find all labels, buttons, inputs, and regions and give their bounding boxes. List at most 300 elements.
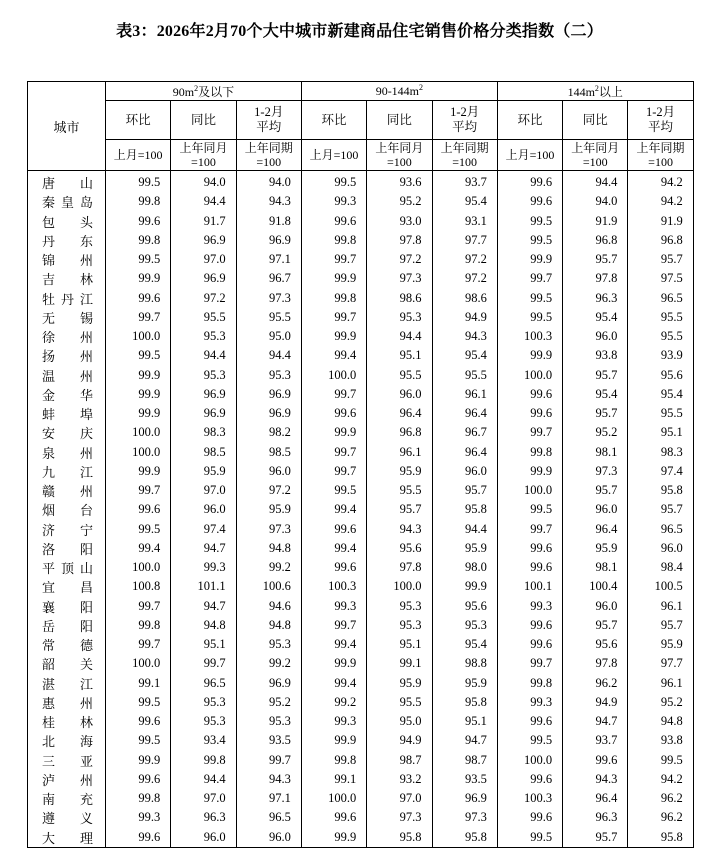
index-value: 95.6 [563, 635, 628, 654]
city-name: 北海 [28, 731, 106, 750]
index-value: 98.3 [628, 443, 693, 462]
header-group-row [28, 82, 694, 101]
table-row [28, 693, 694, 712]
index-value: 96.9 [236, 674, 301, 693]
index-value: 94.2 [628, 770, 693, 789]
index-value: 91.7 [171, 212, 236, 231]
index-value: 95.1 [367, 635, 432, 654]
index-value: 97.3 [236, 520, 301, 539]
index-value: 99.6 [497, 385, 562, 404]
index-value: 99.7 [301, 616, 366, 635]
index-value: 99.5 [497, 828, 562, 848]
index-value: 99.4 [301, 635, 366, 654]
index-value: 96.8 [563, 231, 628, 250]
index-value: 99.7 [497, 423, 562, 442]
index-value: 99.5 [497, 231, 562, 250]
index-value: 94.7 [171, 539, 236, 558]
index-value: 99.8 [301, 231, 366, 250]
index-value: 96.4 [563, 789, 628, 808]
index-value: 96.1 [432, 385, 497, 404]
index-value: 96.9 [171, 385, 236, 404]
index-value: 95.3 [432, 616, 497, 635]
index-value: 96.0 [563, 327, 628, 346]
index-value: 96.7 [432, 423, 497, 442]
index-value: 95.6 [628, 366, 693, 385]
index-value: 95.8 [432, 693, 497, 712]
index-value: 96.1 [628, 674, 693, 693]
index-value: 99.6 [301, 808, 366, 827]
index-value: 98.6 [432, 289, 497, 308]
index-value: 95.1 [628, 423, 693, 442]
index-value: 94.4 [563, 171, 628, 193]
index-value: 96.9 [171, 404, 236, 423]
table-row [28, 520, 694, 539]
index-value: 95.4 [563, 308, 628, 327]
index-value: 99.4 [106, 539, 171, 558]
index-value: 99.4 [301, 674, 366, 693]
city-name: 洛阳 [28, 539, 106, 558]
city-name: 襄阳 [28, 597, 106, 616]
index-value: 100.1 [497, 577, 562, 596]
index-value: 100.8 [106, 577, 171, 596]
index-value: 96.8 [628, 231, 693, 250]
index-value: 98.4 [628, 558, 693, 577]
index-value: 99.3 [301, 712, 366, 731]
index-value: 93.5 [432, 770, 497, 789]
group-header-text: 90-144m [375, 83, 420, 98]
city-name: 丹东 [28, 231, 106, 250]
index-value: 93.0 [367, 212, 432, 231]
index-value: 95.5 [236, 308, 301, 327]
index-value: 98.5 [171, 443, 236, 462]
index-value: 95.7 [563, 250, 628, 269]
base-header-cell: 上年同月 =100 [367, 140, 432, 171]
index-value: 99.1 [106, 674, 171, 693]
index-value: 96.4 [563, 520, 628, 539]
city-name: 大理 [28, 828, 106, 848]
index-value: 99.2 [236, 654, 301, 673]
index-value: 97.8 [563, 269, 628, 288]
index-value: 99.6 [563, 751, 628, 770]
group-header-sup: 2 [194, 83, 199, 93]
index-value: 99.3 [171, 558, 236, 577]
table-row [28, 828, 694, 848]
index-value: 95.9 [432, 674, 497, 693]
index-value: 98.2 [236, 423, 301, 442]
index-value: 96.5 [628, 520, 693, 539]
index-value: 97.7 [628, 654, 693, 673]
index-value: 95.1 [171, 635, 236, 654]
index-value: 95.8 [432, 500, 497, 519]
index-value: 96.4 [432, 443, 497, 462]
index-value: 99.6 [106, 770, 171, 789]
index-value: 93.8 [628, 731, 693, 750]
index-value: 97.8 [367, 558, 432, 577]
sub-header-cell: 环比 [106, 101, 171, 140]
city-name: 烟台 [28, 500, 106, 519]
index-value: 98.3 [171, 423, 236, 442]
index-value: 95.3 [236, 635, 301, 654]
index-value: 95.8 [367, 828, 432, 848]
index-value: 97.3 [563, 462, 628, 481]
index-value: 99.5 [301, 481, 366, 500]
index-value: 99.5 [106, 171, 171, 193]
index-value: 101.1 [171, 577, 236, 596]
index-value: 91.9 [628, 212, 693, 231]
index-value: 99.4 [301, 500, 366, 519]
index-value: 100.3 [301, 577, 366, 596]
sub-header-cell: 1-2月 平均 [628, 101, 693, 140]
index-value: 98.6 [367, 289, 432, 308]
index-value: 95.9 [628, 635, 693, 654]
index-value: 95.5 [367, 481, 432, 500]
index-value: 99.6 [106, 712, 171, 731]
index-value: 100.0 [367, 577, 432, 596]
index-value: 97.1 [236, 250, 301, 269]
index-value: 95.8 [628, 828, 693, 848]
index-value: 97.0 [171, 789, 236, 808]
index-value: 95.7 [563, 366, 628, 385]
index-value: 95.7 [563, 616, 628, 635]
sub-header-cell: 环比 [301, 101, 366, 140]
index-value: 99.5 [106, 346, 171, 365]
index-value: 95.7 [432, 481, 497, 500]
index-value: 95.2 [236, 693, 301, 712]
index-value: 94.8 [628, 712, 693, 731]
index-value: 99.9 [497, 462, 562, 481]
group-header-suffix: 以上 [598, 84, 623, 99]
index-value: 95.4 [563, 385, 628, 404]
table-row [28, 404, 694, 423]
index-value: 96.0 [171, 828, 236, 848]
index-value: 93.1 [432, 212, 497, 231]
table-row [28, 731, 694, 750]
index-value: 95.2 [563, 423, 628, 442]
index-value: 95.7 [628, 500, 693, 519]
city-column-header: 城市 [28, 82, 106, 171]
index-value: 99.4 [301, 346, 366, 365]
index-value: 95.2 [367, 192, 432, 211]
index-value: 95.5 [367, 366, 432, 385]
index-value: 99.8 [497, 443, 562, 462]
index-value: 95.9 [367, 462, 432, 481]
index-value: 94.2 [628, 192, 693, 211]
index-value: 94.4 [171, 346, 236, 365]
index-value: 94.0 [236, 171, 301, 193]
index-value: 96.5 [171, 674, 236, 693]
index-value: 94.9 [367, 731, 432, 750]
table-row [28, 366, 694, 385]
index-value: 99.5 [106, 731, 171, 750]
index-value: 94.9 [432, 308, 497, 327]
index-value: 96.9 [236, 385, 301, 404]
index-value: 94.9 [563, 693, 628, 712]
index-value: 95.3 [367, 308, 432, 327]
index-value: 99.2 [301, 693, 366, 712]
index-value: 98.5 [236, 443, 301, 462]
index-value: 99.6 [106, 828, 171, 848]
index-value: 100.0 [497, 481, 562, 500]
index-value: 96.3 [563, 808, 628, 827]
index-value: 99.3 [301, 192, 366, 211]
index-value: 99.5 [106, 693, 171, 712]
table-row [28, 269, 694, 288]
base-header-cell: 上年同期 =100 [628, 140, 693, 171]
group-header-suffix: 及以下 [198, 84, 235, 99]
table-row [28, 481, 694, 500]
index-value: 96.0 [236, 828, 301, 848]
index-value: 99.7 [301, 250, 366, 269]
index-value: 94.0 [171, 171, 236, 193]
city-name: 泉州 [28, 443, 106, 462]
index-value: 99.9 [106, 269, 171, 288]
index-value: 95.7 [563, 404, 628, 423]
index-value: 98.0 [432, 558, 497, 577]
city-name: 三亚 [28, 751, 106, 770]
index-value: 96.0 [563, 500, 628, 519]
index-value: 97.2 [171, 289, 236, 308]
city-name: 桂林 [28, 712, 106, 731]
index-value: 97.2 [236, 481, 301, 500]
index-value: 93.7 [563, 731, 628, 750]
city-name: 九江 [28, 462, 106, 481]
base-header-cell: 上年同期 =100 [236, 140, 301, 171]
index-value: 96.7 [236, 269, 301, 288]
index-value: 99.9 [301, 731, 366, 750]
index-value: 96.1 [367, 443, 432, 462]
index-value: 94.8 [236, 616, 301, 635]
index-value: 99.8 [171, 751, 236, 770]
index-value: 96.9 [236, 404, 301, 423]
index-value: 95.1 [432, 712, 497, 731]
index-value: 99.7 [301, 385, 366, 404]
index-value: 95.3 [367, 597, 432, 616]
index-value: 99.9 [106, 751, 171, 770]
page-title: 表3：2026年2月70个大中城市新建商品住宅销售价格分类指数（二） [116, 23, 603, 40]
index-value: 99.7 [236, 751, 301, 770]
index-value: 99.6 [497, 616, 562, 635]
index-value: 99.7 [106, 481, 171, 500]
index-value: 96.1 [628, 597, 693, 616]
index-value: 99.4 [301, 539, 366, 558]
index-value: 98.7 [432, 751, 497, 770]
index-value: 95.0 [367, 712, 432, 731]
index-value: 95.5 [171, 308, 236, 327]
index-value: 99.9 [497, 250, 562, 269]
index-value: 99.5 [497, 212, 562, 231]
index-value: 99.1 [367, 654, 432, 673]
table-row [28, 385, 694, 404]
index-value: 99.6 [497, 770, 562, 789]
city-name: 济宁 [28, 520, 106, 539]
index-value: 100.3 [497, 327, 562, 346]
city-name: 唐山 [28, 171, 106, 193]
city-name: 遵义 [28, 808, 106, 827]
index-value: 95.3 [236, 712, 301, 731]
group-header-text: 144m [567, 84, 595, 99]
index-value: 95.1 [367, 346, 432, 365]
index-value: 97.2 [432, 269, 497, 288]
index-value: 93.8 [563, 346, 628, 365]
table-row [28, 250, 694, 269]
index-value: 97.8 [563, 654, 628, 673]
index-value: 95.4 [432, 192, 497, 211]
index-value: 99.5 [497, 731, 562, 750]
index-value: 93.9 [628, 346, 693, 365]
index-value: 99.6 [106, 289, 171, 308]
index-value: 97.2 [432, 250, 497, 269]
index-value: 100.0 [106, 443, 171, 462]
table-row [28, 808, 694, 827]
index-value: 96.0 [171, 500, 236, 519]
table-body [28, 171, 694, 848]
index-value: 99.7 [106, 635, 171, 654]
index-value: 97.3 [236, 289, 301, 308]
table-row [28, 789, 694, 808]
city-name: 赣州 [28, 481, 106, 500]
index-value: 97.7 [432, 231, 497, 250]
index-value: 100.6 [236, 577, 301, 596]
index-value: 99.6 [106, 212, 171, 231]
index-value: 99.6 [497, 635, 562, 654]
index-value: 94.4 [171, 770, 236, 789]
index-value: 99.6 [497, 404, 562, 423]
index-value: 99.1 [301, 770, 366, 789]
index-value: 100.4 [563, 577, 628, 596]
index-value: 99.6 [497, 171, 562, 193]
table-row [28, 577, 694, 596]
index-value: 99.8 [301, 289, 366, 308]
index-value: 99.5 [497, 308, 562, 327]
index-value: 100.0 [106, 654, 171, 673]
index-value: 97.4 [628, 462, 693, 481]
index-value: 95.5 [628, 327, 693, 346]
index-value: 96.0 [628, 539, 693, 558]
index-value: 99.5 [106, 520, 171, 539]
sub-header-cell: 同比 [171, 101, 236, 140]
index-value: 97.4 [171, 520, 236, 539]
group-header [301, 82, 497, 101]
index-value: 96.2 [628, 789, 693, 808]
index-value: 99.6 [301, 558, 366, 577]
index-value: 94.3 [236, 192, 301, 211]
city-name: 南充 [28, 789, 106, 808]
table-row [28, 212, 694, 231]
index-value: 99.5 [106, 250, 171, 269]
index-value: 100.0 [106, 327, 171, 346]
index-value: 98.8 [432, 654, 497, 673]
sub-header-cell: 同比 [563, 101, 628, 140]
index-value: 99.5 [628, 751, 693, 770]
index-value: 97.3 [432, 808, 497, 827]
city-name: 安庆 [28, 423, 106, 442]
index-value: 99.7 [497, 269, 562, 288]
index-value: 99.8 [106, 231, 171, 250]
index-value: 95.0 [236, 327, 301, 346]
index-value: 99.9 [106, 462, 171, 481]
index-value: 95.3 [236, 366, 301, 385]
index-value: 95.9 [432, 539, 497, 558]
index-value: 94.4 [236, 346, 301, 365]
city-name: 岳阳 [28, 616, 106, 635]
city-name: 徐州 [28, 327, 106, 346]
table-row [28, 674, 694, 693]
index-value: 95.4 [628, 385, 693, 404]
index-value: 96.9 [171, 269, 236, 288]
index-value: 100.0 [106, 558, 171, 577]
index-value: 96.4 [367, 404, 432, 423]
index-value: 96.2 [563, 674, 628, 693]
index-value: 99.7 [301, 308, 366, 327]
table-row [28, 462, 694, 481]
index-value: 99.5 [497, 289, 562, 308]
index-value: 94.8 [236, 539, 301, 558]
table-row [28, 327, 694, 346]
index-value: 95.4 [432, 346, 497, 365]
index-value: 99.6 [301, 404, 366, 423]
index-value: 94.4 [432, 520, 497, 539]
index-value: 100.0 [106, 423, 171, 442]
index-value: 94.0 [563, 192, 628, 211]
index-value: 94.7 [171, 597, 236, 616]
city-name: 蚌埠 [28, 404, 106, 423]
base-header-cell: 上月=100 [301, 140, 366, 171]
index-value: 99.9 [301, 327, 366, 346]
index-value: 96.0 [432, 462, 497, 481]
index-value: 99.9 [301, 654, 366, 673]
index-value: 95.7 [628, 616, 693, 635]
index-value: 99.9 [301, 269, 366, 288]
city-name: 秦皇岛 [28, 192, 106, 211]
index-value: 99.9 [497, 346, 562, 365]
city-name: 扬州 [28, 346, 106, 365]
group-header-sup: 2 [419, 82, 424, 92]
base-header-cell: 上年同月 =100 [563, 140, 628, 171]
index-value: 95.7 [563, 481, 628, 500]
index-value: 96.0 [563, 597, 628, 616]
city-name: 包头 [28, 212, 106, 231]
index-value: 99.9 [106, 366, 171, 385]
index-value: 100.0 [497, 366, 562, 385]
city-name: 金华 [28, 385, 106, 404]
index-value: 99.9 [432, 577, 497, 596]
index-value: 100.5 [628, 577, 693, 596]
index-value: 95.7 [367, 500, 432, 519]
city-name: 泸州 [28, 770, 106, 789]
city-name: 韶关 [28, 654, 106, 673]
city-name: 锦州 [28, 250, 106, 269]
index-value: 96.2 [628, 808, 693, 827]
table-row [28, 539, 694, 558]
header-sub-row [28, 101, 694, 140]
index-value: 95.9 [236, 500, 301, 519]
index-value: 99.8 [301, 751, 366, 770]
index-value: 99.6 [497, 558, 562, 577]
index-value: 98.1 [563, 443, 628, 462]
index-value: 97.0 [367, 789, 432, 808]
city-name: 温州 [28, 366, 106, 385]
index-value: 99.7 [106, 308, 171, 327]
index-value: 94.7 [563, 712, 628, 731]
index-value: 94.6 [236, 597, 301, 616]
table-row [28, 423, 694, 442]
index-value: 96.4 [432, 404, 497, 423]
index-value: 95.5 [628, 404, 693, 423]
index-value: 95.3 [171, 712, 236, 731]
index-value: 99.8 [106, 616, 171, 635]
table-row [28, 712, 694, 731]
index-value: 95.5 [628, 308, 693, 327]
